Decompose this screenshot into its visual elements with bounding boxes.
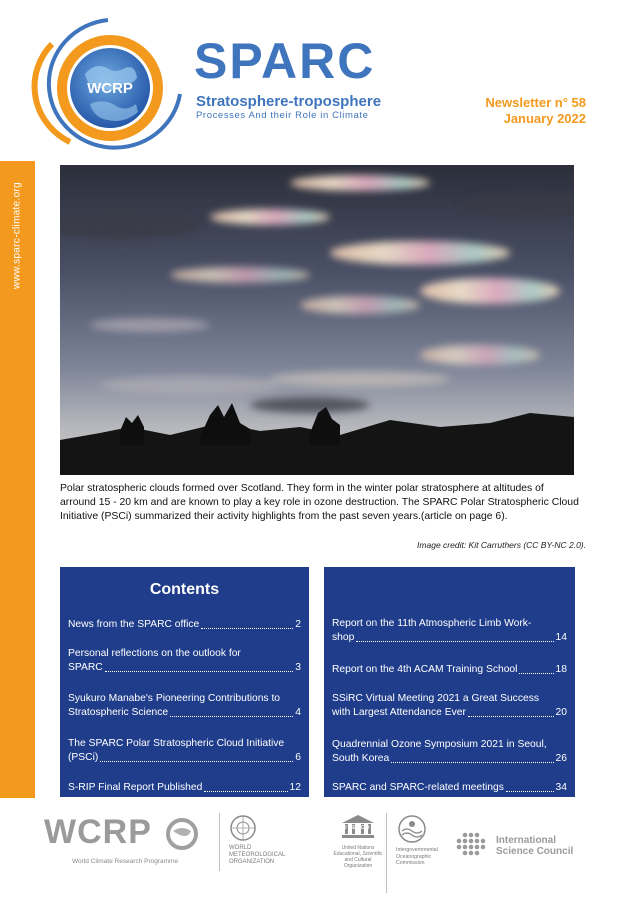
entry-page: 34 xyxy=(555,782,567,793)
wcrp-footer-name: World Climate Research Programme xyxy=(72,858,179,865)
entry-page: 14 xyxy=(555,632,567,643)
brand-subtitle-1: Stratosphere-troposphere xyxy=(196,93,382,110)
entry-title-cont: with Largest Attendance Ever xyxy=(332,707,466,718)
entry-title: The SPARC Polar Stratospheric Cloud Initiative xyxy=(68,738,285,749)
entry-title-cont: Stratospheric Science xyxy=(68,707,169,718)
entry-title: SPARC and SPARC-related meetings xyxy=(332,782,504,793)
entry-page: 3 xyxy=(295,662,301,673)
entry-page: 6 xyxy=(295,752,301,763)
entry-title: Personal reflections on the outlook for xyxy=(68,648,241,659)
entry-title: News from the SPARC office xyxy=(68,619,200,630)
entry-page: 4 xyxy=(295,707,301,718)
contents-entry-news[interactable] xyxy=(68,618,301,632)
entry-title: SSiRC Virtual Meeting 2021 a Great Success xyxy=(332,693,539,704)
entry-page: 26 xyxy=(555,753,567,764)
contents-entry-reflections[interactable] xyxy=(68,647,301,675)
globe-icon xyxy=(165,817,199,851)
wcrp-logo-text: WCRP xyxy=(87,80,133,97)
wcrp-globe-logo xyxy=(30,14,186,154)
footer-logos xyxy=(0,805,634,898)
newsletter-number: Newsletter n° 58 xyxy=(485,95,586,110)
contents-entry-manabe[interactable] xyxy=(68,692,301,720)
cover-caption: Polar stratospheric clouds formed over Scotland. They form in the winter polar stratosphere at altitudes of arround 15 - 20 km and are known to play a key role in ozone destruction. The SPARC Polar Stratospheric Cloud Initiative (PSCi) summarized their activity highlights from the past seven years.(article on page 6). xyxy=(60,483,579,522)
footer-divider xyxy=(386,813,387,893)
contents-entry-psci[interactable] xyxy=(68,737,301,765)
contents-entry-ozone-symposium[interactable] xyxy=(332,738,567,766)
contents-entry-meetings[interactable] xyxy=(332,781,567,795)
brand-title: SPARC xyxy=(194,33,376,89)
entry-title: Report on the 4th ACAM Training School xyxy=(332,664,518,675)
ioc-footer-name: Intergovernmental Oceanographic Commission xyxy=(396,847,438,866)
ioc-emblem-icon xyxy=(396,813,428,845)
entry-page: 18 xyxy=(555,664,567,675)
entry-page: 12 xyxy=(289,782,301,793)
entry-title: Report on the 11th Atmospheric Limb Work- xyxy=(332,618,532,629)
entry-title-cont: (PSCi) xyxy=(68,752,99,763)
entry-title-cont: SPARC xyxy=(68,662,103,673)
newsletter-date: January 2022 xyxy=(503,111,586,126)
unesco-logo-text: UNESCO xyxy=(343,825,371,831)
entry-title: S-RIP Final Report Published xyxy=(68,782,203,793)
contents-entry-ssirc[interactable] xyxy=(332,692,567,720)
contents-entry-acam[interactable] xyxy=(332,663,567,677)
wmo-emblem-icon xyxy=(228,813,258,843)
wmo-footer-name: WORLD METEOROLOGICAL ORGANIZATION xyxy=(229,845,286,865)
contents-panel-left xyxy=(60,567,309,797)
contents-entry-srip[interactable] xyxy=(68,781,301,795)
brand-subtitle-2: Processes And their Role in Climate xyxy=(196,110,369,121)
entry-page: 20 xyxy=(555,707,567,718)
contents-title: Contents xyxy=(149,581,220,598)
contents-panel-right xyxy=(324,567,575,797)
entry-title: Syukuro Manabe's Pioneering Contributions to xyxy=(68,693,281,704)
contents-entry-limb-workshop[interactable] xyxy=(332,617,567,645)
entry-title: Quadrennial Ozone Symposium 2021 in Seoul, xyxy=(332,739,547,750)
footer-divider xyxy=(219,813,220,871)
entry-title-cont: shop xyxy=(332,632,355,643)
entry-title-cont: South Korea xyxy=(332,753,390,764)
isc-dots-icon xyxy=(455,831,487,859)
isc-footer-name: International Science Council xyxy=(496,835,574,857)
entry-page: 2 xyxy=(295,619,301,630)
image-credit: Image credit: Kit Carruthers (CC BY-NC 2.0). xyxy=(417,540,586,550)
wcrp-footer-logo: WCRP xyxy=(44,813,152,851)
website-url[interactable]: www.sparc-climate.org xyxy=(11,182,23,289)
cover-photo xyxy=(60,165,574,475)
unesco-footer-name: United Nations Educational, Scientific and Cultural Organization xyxy=(333,845,383,869)
